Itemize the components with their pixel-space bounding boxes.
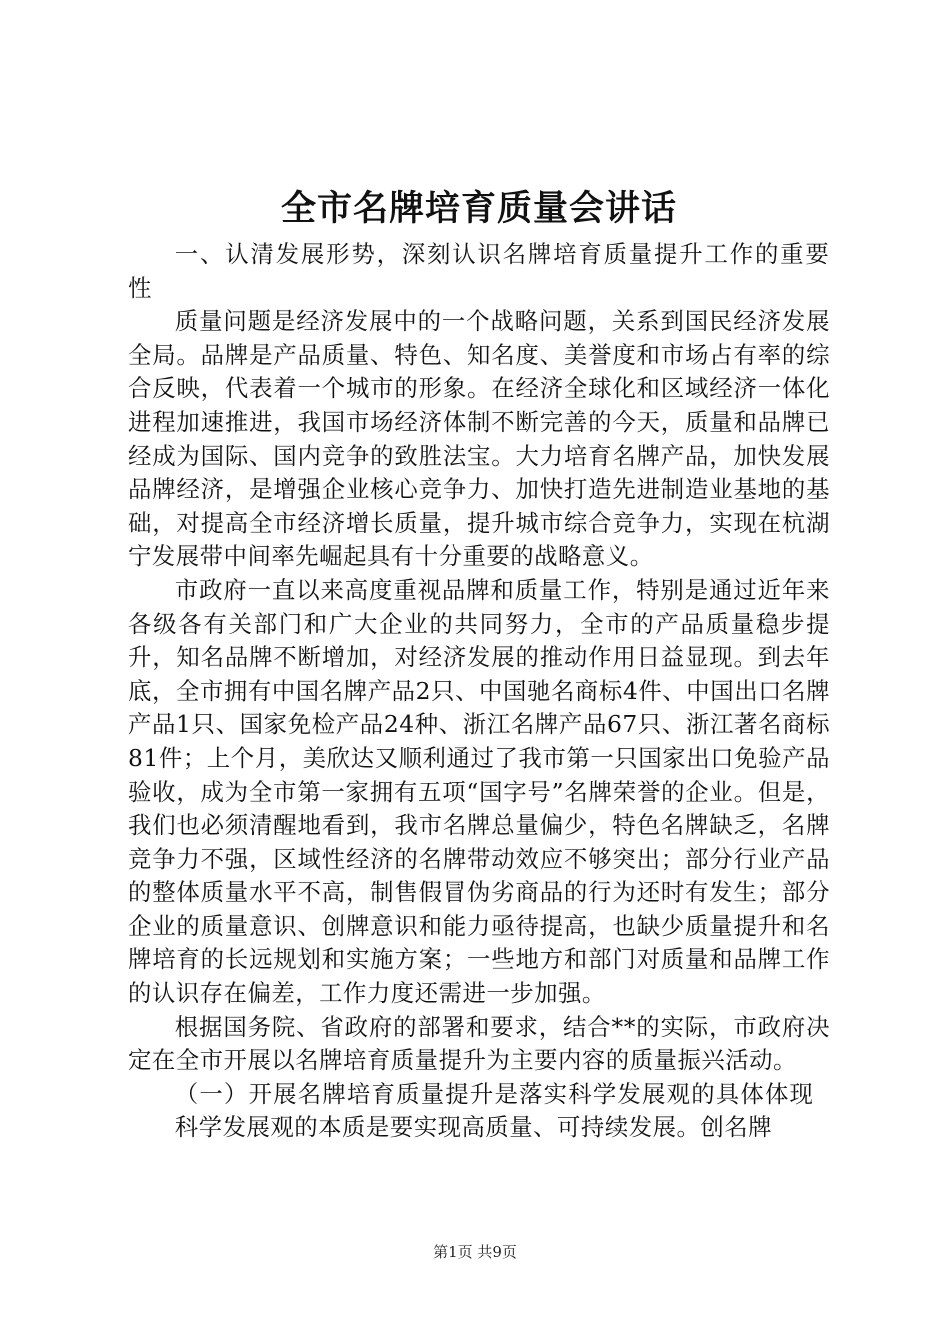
paragraph-3: 根据国务院、省政府的部署和要求，结合**的实际，市政府决定在全市开展以名牌培育质量提升为主要内容的质量振兴活动。: [128, 1012, 830, 1075]
section-heading-1: 一、认清发展形势，深刻认识名牌培育质量提升工作的重要性: [128, 240, 830, 302]
paragraph-2: 市政府一直以来高度重视品牌和质量工作，特别是通过近年来各级各有关部门和广大企业的共同努力，全市的产品质量稳步提升，知名品牌不断增加，对经济发展的推动作用日益显现。到去年底，全市拥有中国名牌产品2只、中国驰名商标4件、中国出口名牌产品1只、国家免检产品24种、浙江名牌产品67只、浙江著名商标81件；上个月，美欣达又顺利通过了我市第一只国家出口免验产品验收，成为全市第一家拥有五项“国字号”名牌荣誉的企业。但是，我们也必须清醒地看到，我市名牌总量偏少，特色名牌缺乏，名牌竞争力不强，区域性经济的名牌带动效应不够突出；部分行业产品的整体质量水平不高，制售假冒伪劣商品的行为还时有发生；部分企业的质量意识、创牌意识和能力亟待提高，也缺少质量提升和名牌培育的长远规划和实施方案；一些地方和部门对质量和品牌工作的认识存在偏差，工作力度还需进一步加强。: [128, 575, 830, 1008]
document-body: [128, 238, 830, 1145]
paragraph-1: 质量问题是经济发展中的一个战略问题，关系到国民经济发展全局。品牌是产品质量、特色、知名度、美誉度和市场占有率的综合反映，代表着一个城市的形象。在经济全球化和区域经济一体化进程加速推进，我国市场经济体制不断完善的今天，质量和品牌已经成为国际、国内竞争的致胜法宝。大力培育名牌产品，加快发展品牌经济，是增强企业核心竞争力、加快打造先进制造业基地的基础，对提高全市经济增长质量，提升城市综合竞争力，实现在杭湖宁发展带中间率先崛起具有十分重要的战略意义。: [128, 307, 830, 571]
document-title: 全市名牌培育质量会讲话: [280, 188, 677, 229]
paragraph-4: 科学发展观的本质是要实现高质量、可持续发展。创名牌: [174, 1113, 773, 1142]
page-footer: 第1页 共9页: [433, 1243, 517, 1261]
subsection-heading-1: （一）开展名牌培育质量提升是落实科学发展观的具体体现: [174, 1079, 815, 1108]
document-page: [128, 0, 830, 1344]
